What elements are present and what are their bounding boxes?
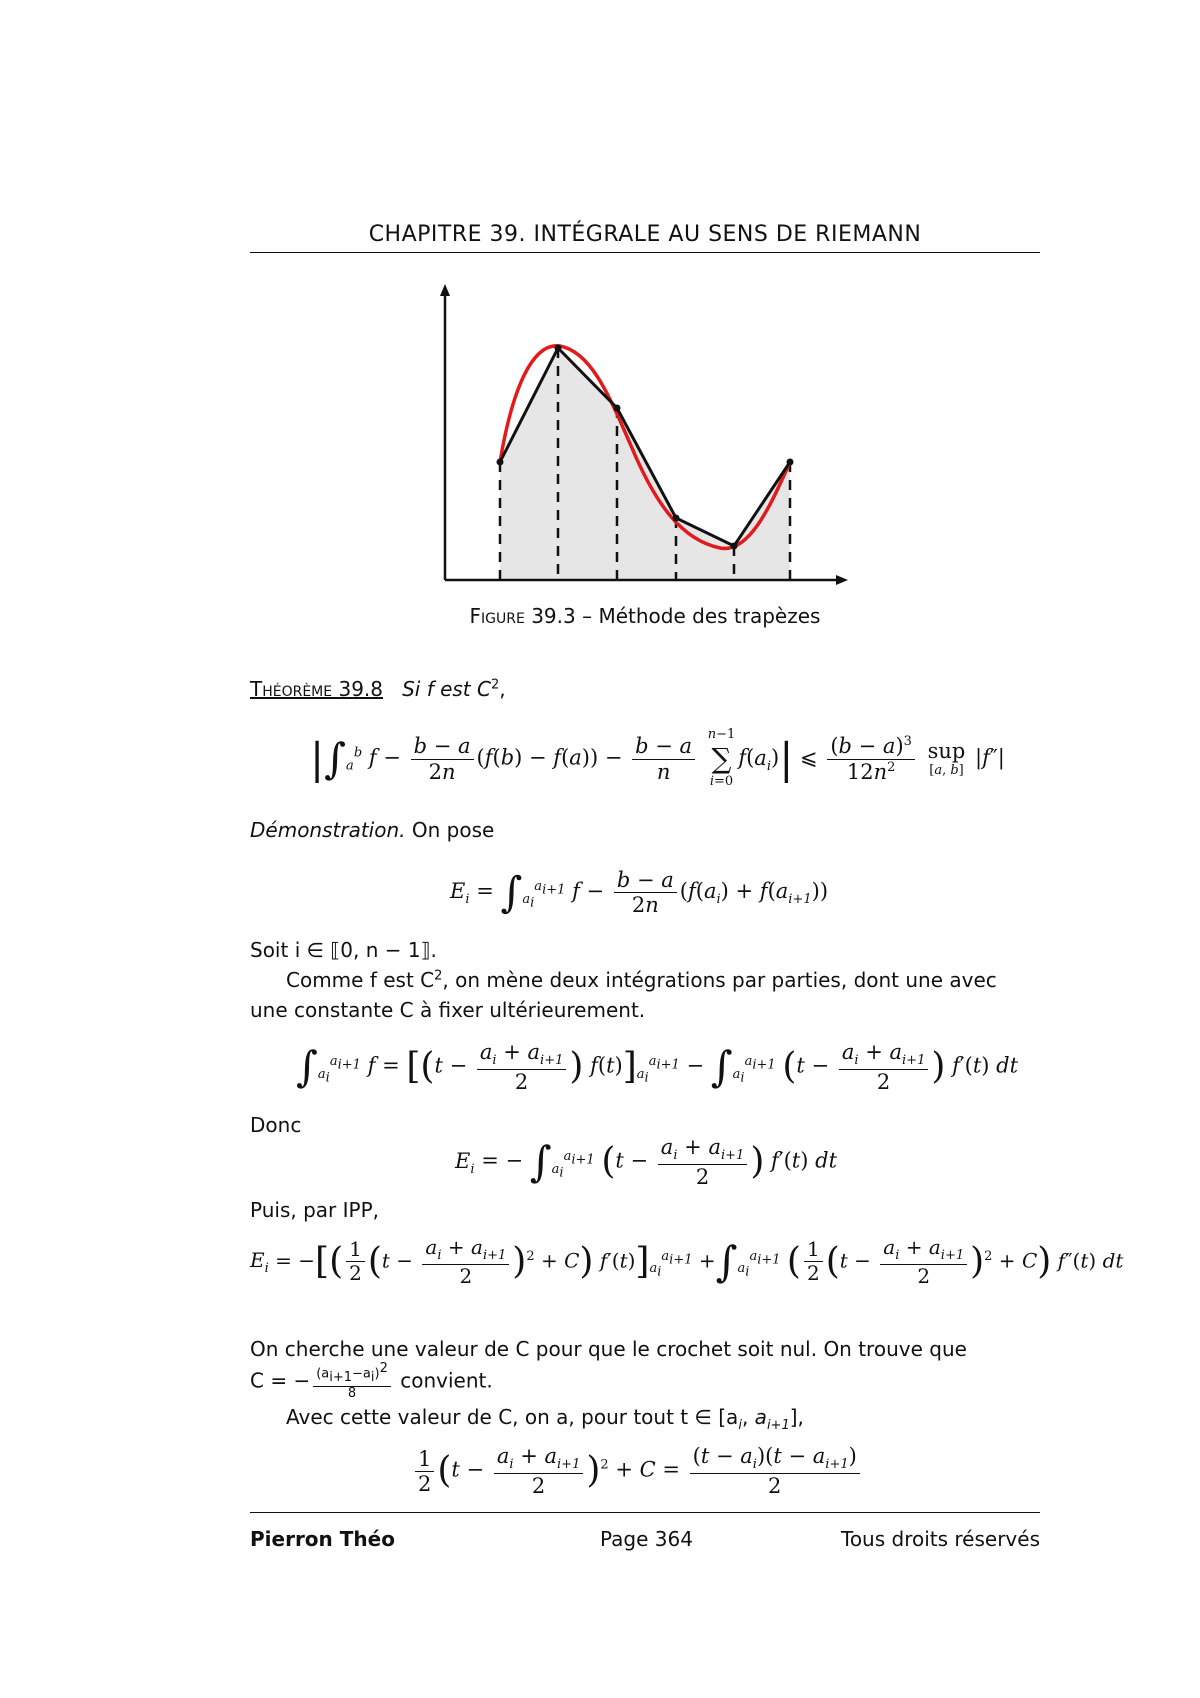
comme-line-2: une constante C à fixer ultérieurement.	[250, 998, 646, 1022]
y-axis-arrow	[440, 284, 450, 296]
convient-fraction: $\frac{(a_{i+1}-a_i)^2}{8}$	[313, 1362, 391, 1402]
equation-Ei-donc: $E_i$ = − $\int_{a_i}^{a_{i+1}}$ (t − $\frac{a_i + a_{i+1}}{2}$ ) f′(t) dt	[455, 1135, 838, 1190]
theorem-statement: Si f est C	[402, 677, 491, 701]
caption-separator: –	[575, 604, 599, 628]
convient-num: (a	[316, 1366, 330, 1382]
footer-rights: Tous droits réservés	[841, 1527, 1040, 1551]
footer-page: Page 364	[600, 1527, 693, 1551]
convient-line	[250, 1362, 493, 1402]
trapezoid-figure	[420, 280, 860, 600]
convient-prefix: C = −	[250, 1368, 311, 1393]
node-point	[497, 459, 504, 466]
equation-ipp-1: $\int_{a_i}^{a_{i+1}}$ f = [(t − $\frac{a_i + a_{i+1}}{2}$ ) $f(t)]_{a_i}^{a_{i+1}} - \int_{a_i}^{a_{i+1}}$ (t − $\frac{a_i + a_{i+1}}{2}$ ) f′(t) dt	[296, 1040, 1019, 1095]
node-point	[614, 405, 621, 412]
convient-den: 8	[313, 1386, 391, 1402]
node-point	[787, 459, 794, 466]
cherche-line: On cherche une valeur de C pour que le crochet soit nul. On trouve que	[250, 1337, 967, 1361]
proof-label: Démonstration.	[250, 818, 406, 842]
avec-line: Avec cette valeur de C, on a, pour tout t ∈ [$a_i$, $a_{i+1}$],	[286, 1405, 804, 1433]
comme-text-continued: , on mène deux intégrations par parties, dont une avec	[442, 968, 997, 992]
theorem-comma: ,	[499, 677, 506, 701]
figure-caption	[250, 604, 1040, 628]
puis-line: Puis, par IPP,	[250, 1198, 379, 1222]
equation-Ei-definition: $E_i = \int_{a_i}^{a_{i+1}}$ f − $\frac{b - a}{2n}$ $(f(a_i) + f(a_{i+1}))$	[450, 867, 829, 918]
comme-exponent: 2	[434, 968, 443, 984]
node-point	[731, 543, 738, 550]
theorem-heading	[250, 677, 506, 701]
avec-end: ],	[789, 1405, 804, 1429]
convient-suffix: convient.	[393, 1368, 493, 1393]
x-axis-arrow	[836, 575, 848, 585]
node-point	[673, 515, 680, 522]
proof-intro	[250, 818, 494, 842]
theorem-label: Théorème 39.8	[250, 677, 383, 701]
figure-label: Figure 39.3	[469, 604, 576, 628]
node-point	[555, 345, 562, 352]
soit-line: Soit i ∈ ⟦0, n − 1⟧.	[250, 938, 437, 962]
theorem-exponent: 2	[490, 677, 500, 693]
footer-rule	[250, 1512, 1040, 1513]
theorem-formula: $|\int_a^b$ f − $\frac{b - a}{2n}$ (f(b) − f(a)) − $\frac{b - a}{n}$ n−1 ∑ i=0 $f(a_i)|$ ⩽ $\frac{(b - a)^3}{12n^2}$ sup [a, b] |f″|	[310, 727, 1005, 790]
equation-final: $\frac{1}{2}$ (t − $\frac{a_i + a_{i+1}}{2}$ )$^2$ + C = $\frac{(t - a_i)(t - a_{i+1})}{2}$	[412, 1444, 863, 1498]
trapezoid-area	[500, 348, 790, 580]
header-rule	[250, 252, 1040, 253]
comme-line	[286, 968, 997, 992]
footer-author: Pierron Théo	[250, 1527, 395, 1551]
caption-text: Méthode des trapèzes	[598, 604, 821, 628]
avec-text: Avec cette valeur de C, on a, pour tout t ∈ [a	[286, 1405, 739, 1429]
donc-line: Donc	[250, 1113, 302, 1137]
proof-intro-text: On pose	[405, 818, 495, 842]
chapter-header: CHAPITRE 39. INTÉGRALE AU SENS DE RIEMANN	[368, 222, 922, 247]
equation-ipp-2: $E_i$ = −[( $\frac{1}{2}$ (t − $\frac{a_i + a_{i+1}}{2}$ )$^2$ + C) $f'(t)]_{a_i}^{a_{i+1}} +\int_{a_i}^{a_{i+1}}$ ( $\frac{1}{2}$ (t − $\frac{a_i + a_{i+1}}{2}$ )$^2$ + C) f″(t) dt	[250, 1235, 1124, 1288]
comme-text: Comme f est C	[286, 968, 435, 992]
